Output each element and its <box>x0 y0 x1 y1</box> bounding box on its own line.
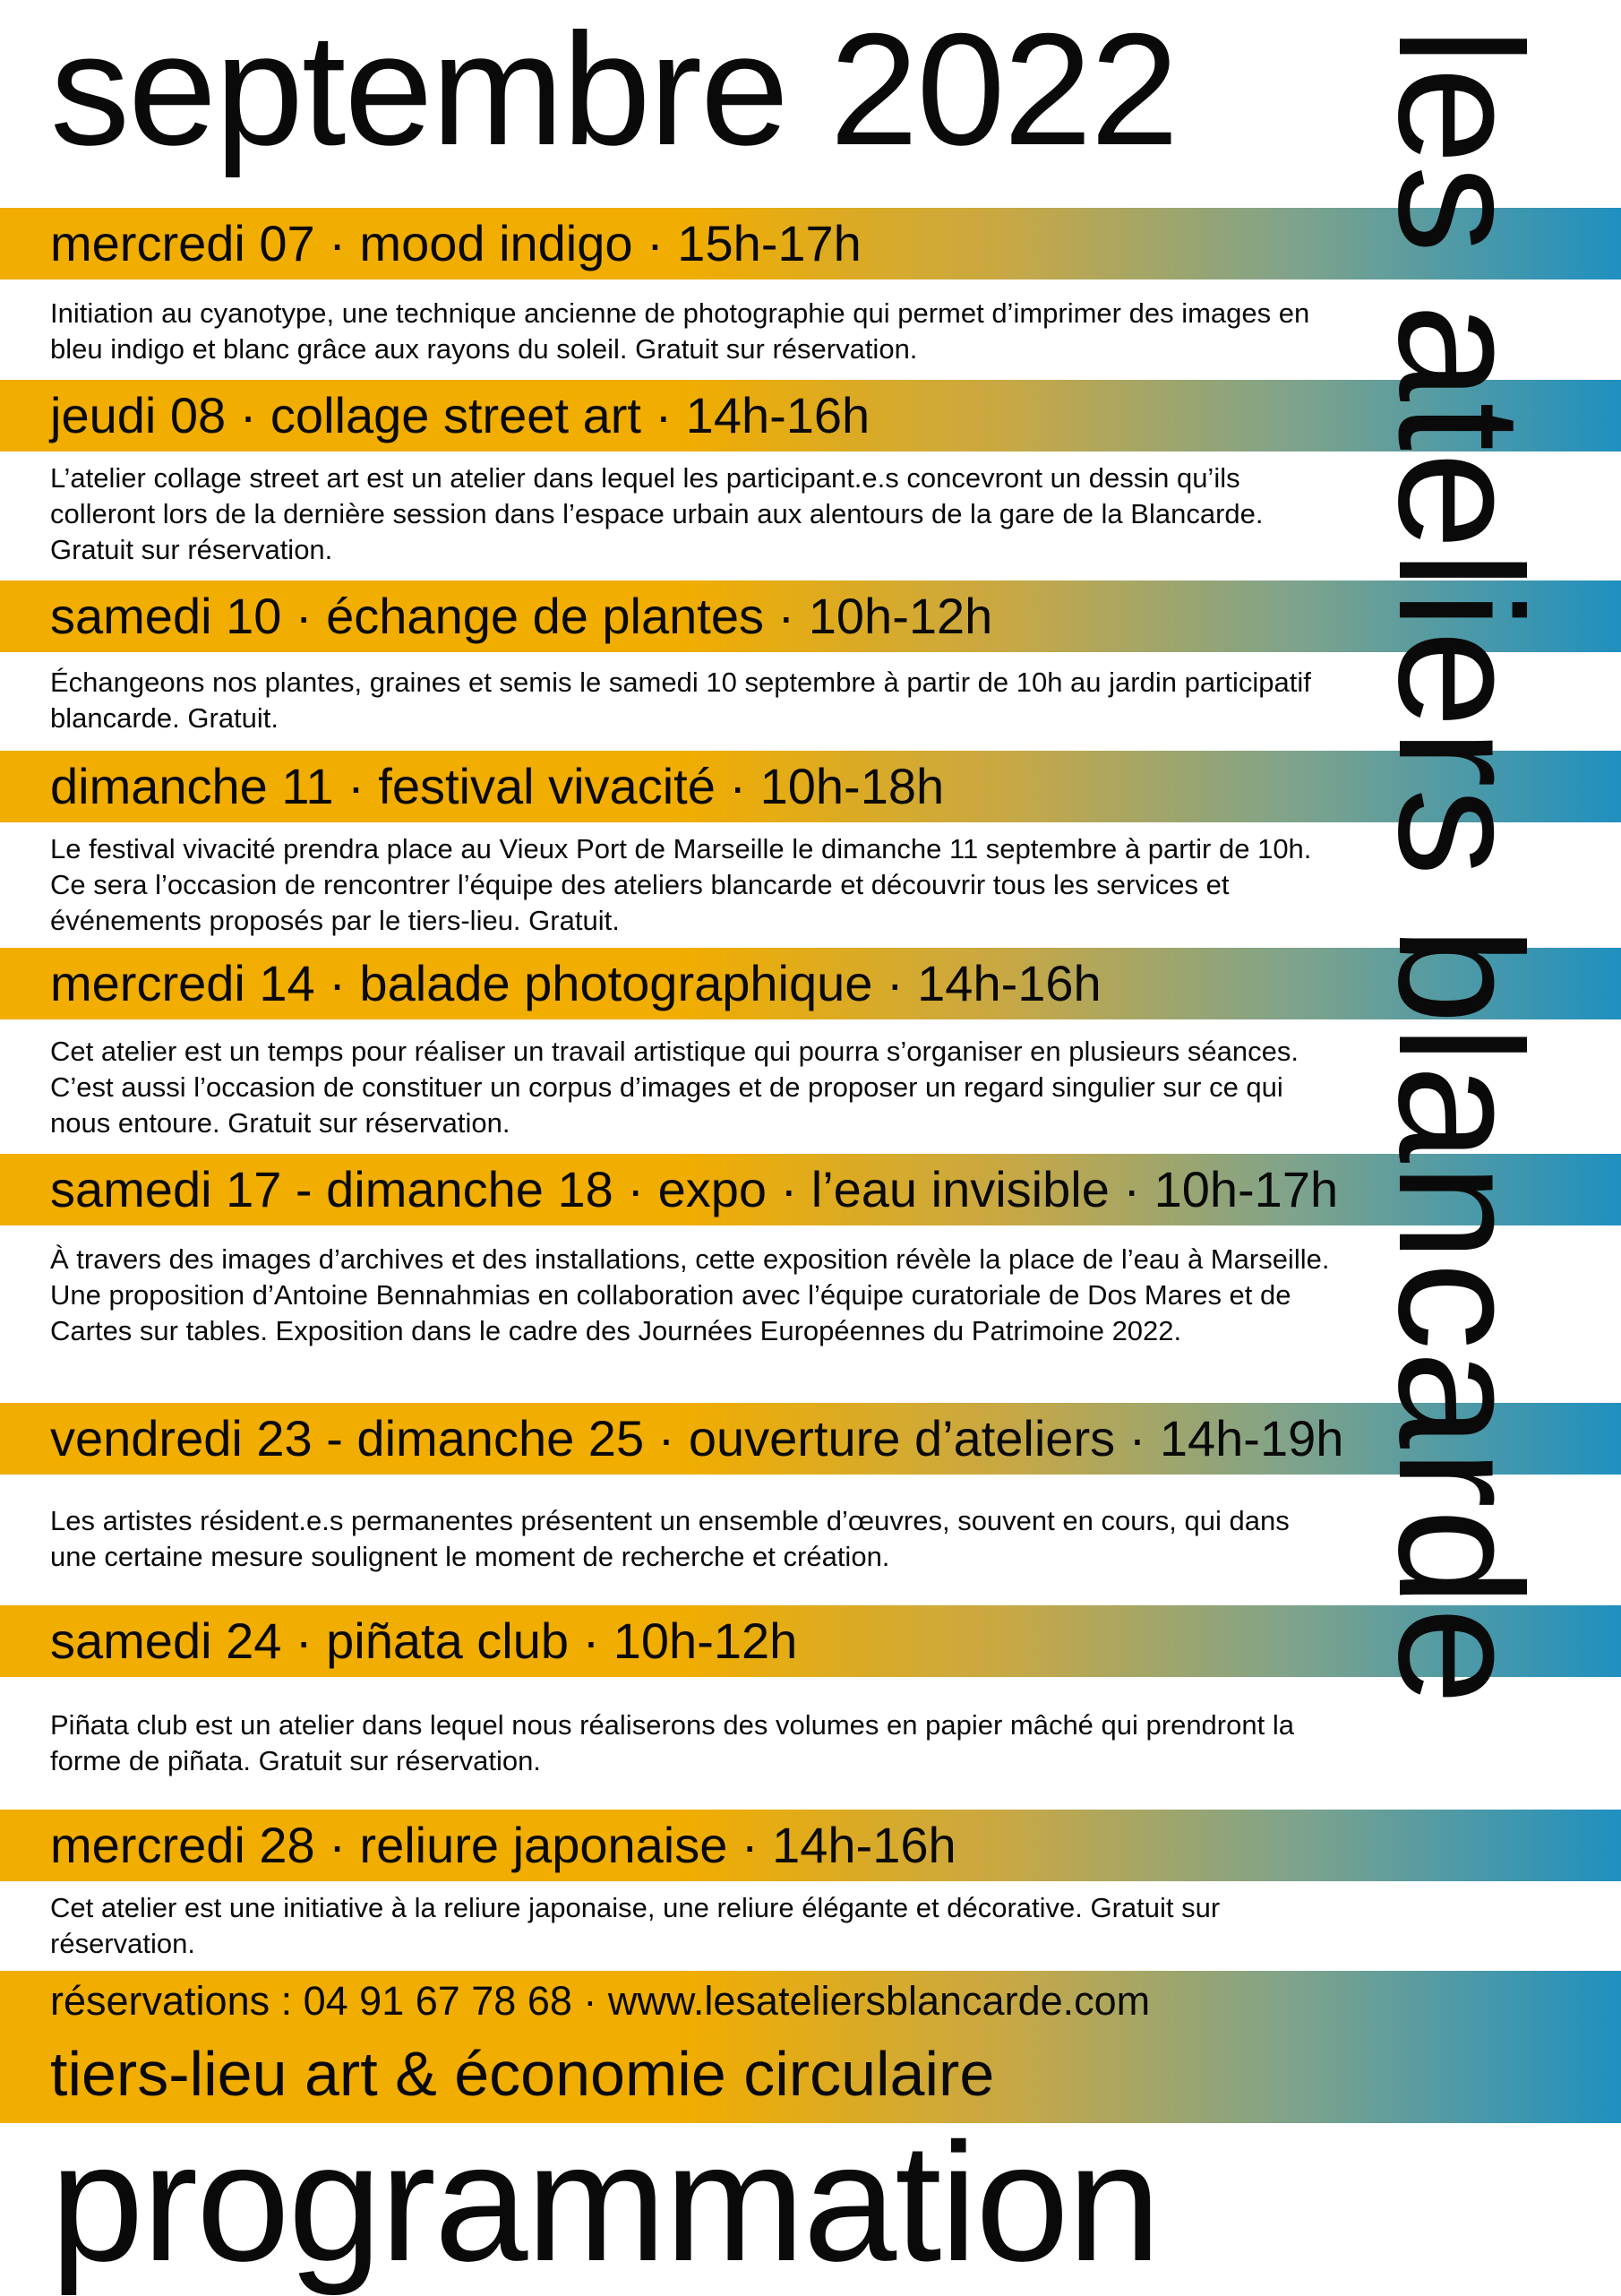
event-heading: jeudi 08 · collage street art · 14h-16h <box>50 387 871 443</box>
event-description: Les artistes résident.e.s permanentes présentent un ensemble d’œuvres, souvent en cours, qui dans une certaine mesure soulignent le moment de recherche et création. <box>50 1505 1290 1572</box>
event-description: Échangeons nos plantes, graines et semis le samedi 10 septembre à partir de 10h au jardin participatif blancarde. Gratuit. <box>50 666 1311 734</box>
event-heading: mercredi 14 · balade photographique · 14h-16h <box>50 955 1102 1011</box>
vertical-title: les ateliers blancarde <box>1362 27 1558 1707</box>
bottom-title: programmation <box>50 2108 1160 2296</box>
month-title: septembre 2022 <box>50 0 1178 178</box>
event-description: L’atelier collage street art est un atelier dans lequel les participant.e.s concevront un dessin qu’ils colleront lors de la dernière session dans l’espace urbain aux alentours de la gare de la Blancarde. Gratuit sur réservation. <box>50 462 1264 565</box>
event-description: À travers des images d’archives et des installations, cette exposition révèle la place de l’eau à Marseille. Une proposition d’Antoine Bennahmias en collaboration avec l’équipe curatoriale de Dos Mares et de Cartes sur tables. Exposition dans le cadre des Journées Européennes du Patrimoine 2022. <box>50 1243 1330 1346</box>
event-description: Cet atelier est un temps pour réaliser un travail artistique qui pourra s’organiser en plusieurs séances. C’est aussi l’occasion de constituer un corpus d’images et de proposer un regard singulier sur ce qui nous entoure. Gratuit sur réservation. <box>50 1036 1299 1139</box>
event-description: Initiation au cyanotype, une technique ancienne de photographie qui permet d’imprimer des images en bleu indigo et blanc grâce aux rayons du soleil. Gratuit sur réservation. <box>50 297 1310 365</box>
event-heading: mercredi 28 · reliure japonaise · 14h-16h <box>50 1817 956 1873</box>
event-description: Le festival vivacité prendra place au Vieux Port de Marseille le dimanche 11 septembre à partir de 10h. Ce sera l’occasion de rencontrer l’équipe des ateliers blancarde et découvrir tous les services et événements proposés par le tiers-lieu. Gratuit. <box>50 833 1312 936</box>
event-heading: dimanche 11 · festival vivacité · 10h-18h <box>50 758 945 814</box>
event-description: Cet atelier est une initiative à la reliure japonaise, une reliure élégante et décorative. Gratuit sur réservation. <box>50 1892 1221 1959</box>
event-heading: mercredi 07 · mood indigo · 15h-17h <box>50 215 862 271</box>
tagline: tiers-lieu art & économie circulaire <box>50 2039 995 2109</box>
event-description: Piñata club est un atelier dans lequel nous réaliserons des volumes en papier mâché qui prendront la forme de piñata. Gratuit sur réservation. <box>50 1709 1294 1776</box>
event-heading: samedi 17 - dimanche 18 · expo · l’eau invisible · 10h-17h <box>50 1161 1339 1217</box>
event-heading: samedi 24 · piñata club · 10h-12h <box>50 1612 798 1669</box>
event-heading: samedi 10 · échange de plantes · 10h-12h <box>50 588 993 644</box>
reservations-line: réservations : 04 91 67 78 68 · www.lesateliersblancarde.com <box>50 1978 1151 2024</box>
event-heading: vendredi 23 - dimanche 25 · ouverture d’ateliers · 14h-19h <box>50 1410 1344 1466</box>
